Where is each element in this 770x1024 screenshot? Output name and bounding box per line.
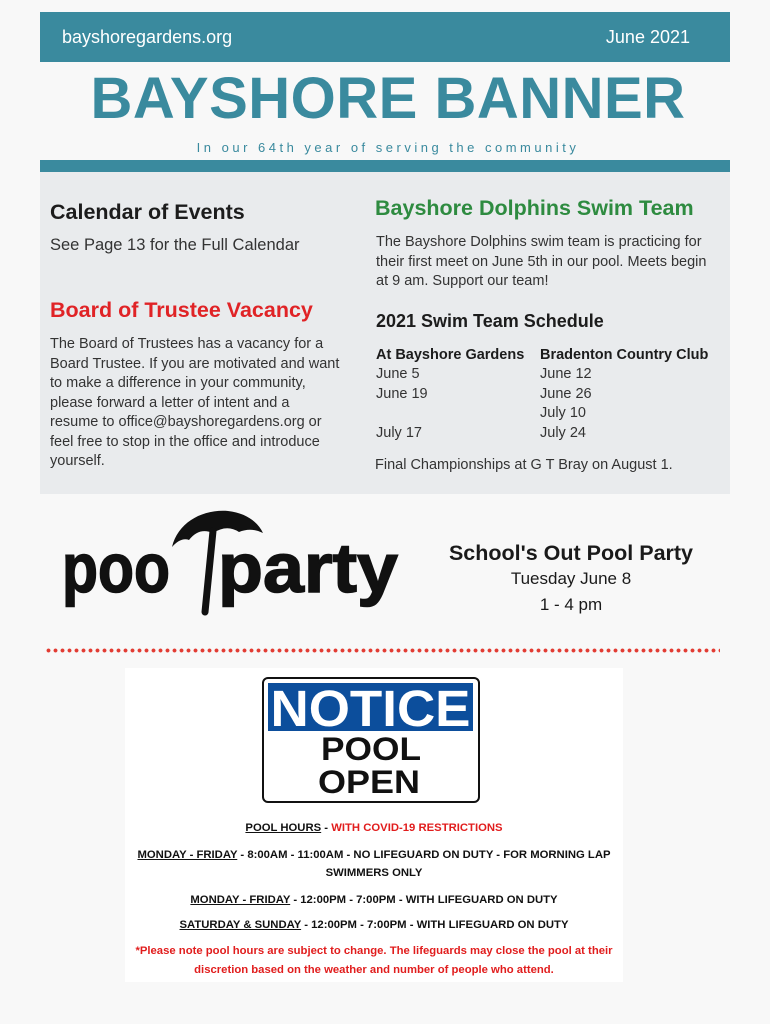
schedule-title: 2021 Swim Team Schedule [376,311,604,331]
swim-team-paragraph [376,233,706,292]
masthead-rule [40,160,730,172]
covid-restrictions-note: WITH COVID-19 RESTRICTIONS [331,822,503,834]
disclaimer-line: *Please note pool hours are subject to change. The lifeguards may close the pool at their [135,944,613,957]
hours-row-weekday-afternoon [125,893,623,907]
hours-details: - 12:00PM - 7:00PM - WITH LIFEGUARD ON DUTY [301,919,569,931]
pool-party-time: 1 - 4 pm [539,595,603,614]
masthead-tagline: In our 64th year of serving the community [196,140,580,155]
logo-text-right: party [218,529,399,607]
swim-team-line: at 9 am. Support our team! [376,273,549,289]
logo-text-left: poo [62,529,170,607]
vacancy-line: feel free to stop in the office and introduce [50,433,320,450]
sign-line-pool: POOL [321,731,421,767]
notice-sign [262,677,480,804]
pool-party-title: School's Out Pool Party [448,541,694,565]
vacancy-line: resume to office@bayshoregardens.org or [50,414,322,430]
umbrella-pole [205,531,213,612]
swim-team-heading: Bayshore Dolphins Swim Team [375,196,694,220]
hours-days: SATURDAY & SUNDAY [179,919,302,931]
schedule-cell: July 24 [540,424,586,441]
hours-row-weekend [125,918,623,932]
hours-details-continued: SWIMMERS ONLY [325,867,423,879]
schedule-cell: June 19 [376,385,428,402]
pool-party-date: Tuesday June 8 [510,569,632,588]
schedule-cell: July 17 [376,424,422,441]
pool-party-logo [55,500,410,625]
pool-hours-separator: - [321,822,332,834]
hours-row-line [125,846,623,864]
swim-team-line: their first meet on June 5th in our pool. Meets begin [376,253,707,270]
hours-days: MONDAY - FRIDAY [137,849,238,861]
schedule-cell [376,404,540,424]
swim-team-line: The Bayshore Dolphins swim team is practicing for [376,234,702,250]
disclaimer-line: discretion based on the weather and number of people who attend. [194,963,554,976]
calendar-heading: Calendar of Events [50,200,245,224]
vacancy-line: to make a difference in your community, [50,375,306,391]
sign-line-open: OPEN [318,764,420,800]
dotted-divider [45,648,720,653]
masthead-title: BAYSHORE BANNER [90,66,686,131]
site-url: bayshoregardens.org [62,26,233,47]
vacancy-line: please forward a letter of intent and a [50,394,290,411]
hours-days: MONDAY - FRIDAY [190,894,291,906]
vacancy-paragraph [50,335,339,472]
schedule-cell: June 5 [376,366,420,382]
schedule-column-header: Bradenton Country Club [540,346,709,363]
calendar-text: See Page 13 for the Full Calendar [50,236,300,254]
hours-row-weekday-morning [125,846,623,882]
pool-hours-heading [125,821,623,835]
schedule-column-header: At Bayshore Gardens [376,346,525,363]
pool-hours-label: POOL HOURS [245,822,322,834]
issue-date: June 2021 [605,26,690,47]
vacancy-line: Board Trustee. If you are motivated and want [50,355,340,372]
header-bar [40,12,730,62]
sign-header: NOTICE [270,680,471,737]
vacancy-line: yourself. [50,453,105,469]
championship-note: Final Championships at G T Bray on August 1. [375,457,673,473]
schedule-cell: July 10 [540,405,586,421]
pool-party-info [440,540,702,618]
hours-disclaimer [125,942,623,980]
vacancy-line: The Board of Trustees has a vacancy for a [50,336,324,352]
schedule-cell: June 12 [540,366,592,382]
vacancy-heading: Board of Trustee Vacancy [50,298,313,322]
schedule-cell: June 26 [540,385,592,402]
hours-details: - 8:00AM - 11:00AM - NO LIFEGUARD ON DUTY - FOR MORNING LAP [237,849,611,861]
schedule-table [376,346,720,444]
hours-details: - 12:00PM - 7:00PM - WITH LIFEGUARD ON DUTY [290,894,558,906]
